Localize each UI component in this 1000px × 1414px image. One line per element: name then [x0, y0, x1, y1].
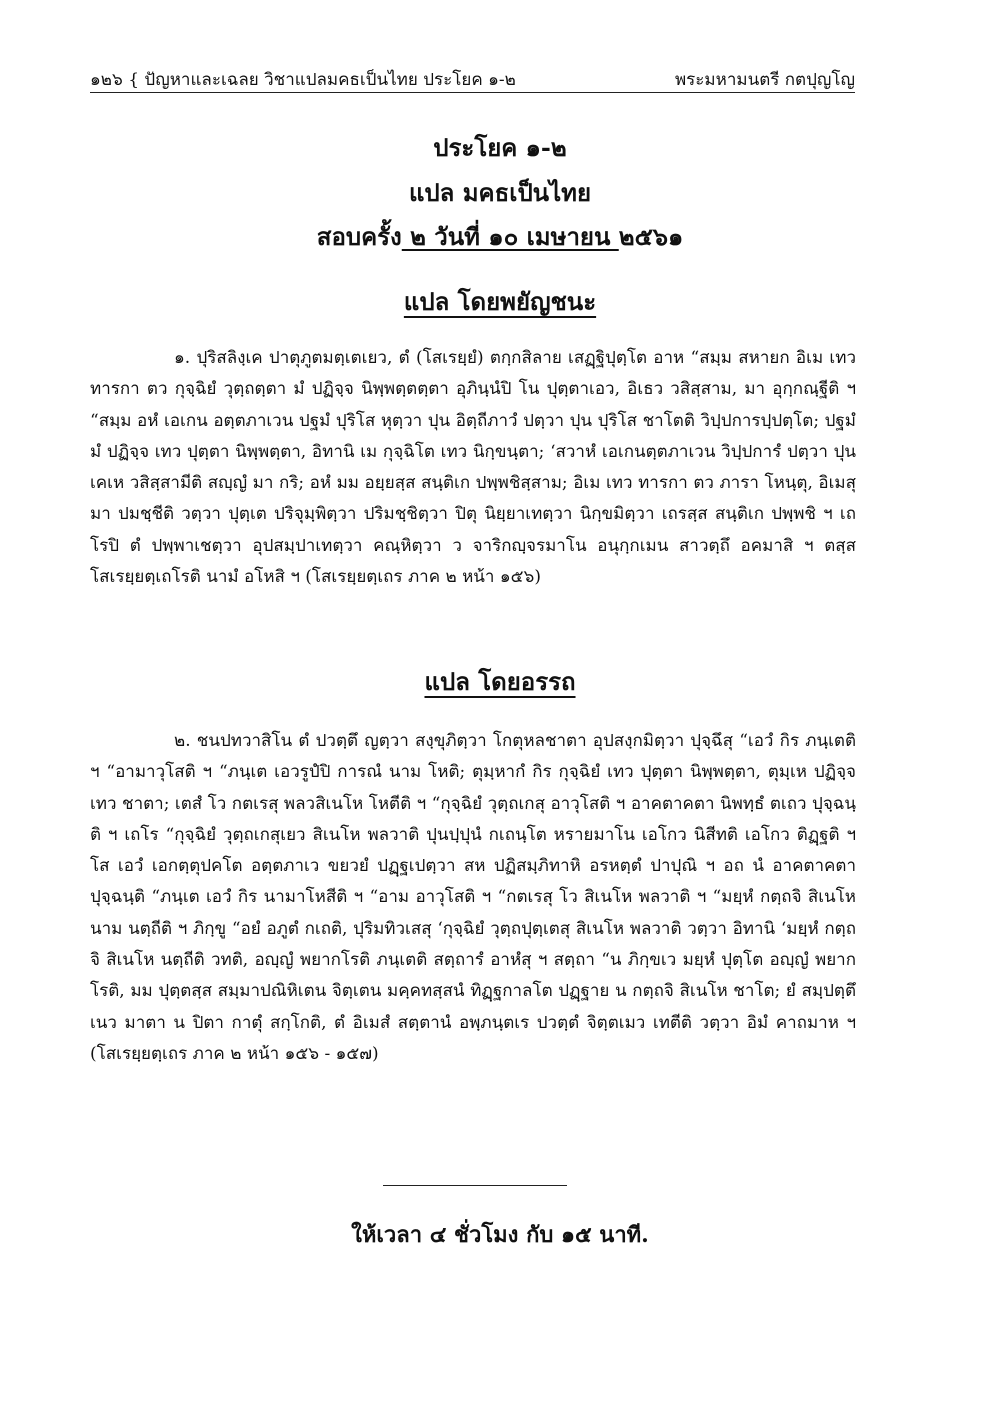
section-meaning-translation-label: แปล โดยอรรถ [424, 667, 576, 696]
exam-date-underlined: ๒ วันที่ ๑๐ เมษายน [401, 222, 619, 251]
section-literal-translation-title [0, 282, 1000, 321]
header-book-title: ๑๒๖ { ปัญหาและเฉลย วิชาแปลมคธเป็นไทย ประโยค ๑-๒ [90, 70, 516, 90]
section-literal-translation-label: แปล โดยพยัญชนะ [403, 287, 597, 316]
exam-date-prefix: สอบครั้ง [316, 222, 402, 251]
page-header [90, 62, 855, 93]
exam-subject-title: แปล มคธเป็นไทย [408, 178, 592, 207]
header-author: พระมหามนตรี กตปุญโญ [674, 70, 855, 90]
section-meaning-translation-title [0, 662, 1000, 701]
exam-date-title [0, 217, 1000, 256]
exam-level-title: ประโยค ๑-๒ [433, 133, 567, 162]
divider-line [383, 1185, 567, 1186]
passage-2: ๒. ชนปทวาสิโน ตํ ปวตฺตึ ญตฺวา สงฺขุภิตฺวา โกตุหลชาตา อุปสงฺกมิตฺวา ปุจฺฉึสุ “เอวํ กิร ภนฺเตติ ฯ “อามาวุโสติ ฯ “ภนฺเต เอวรูปํปิ การณํ นาม โหติ; ตุมฺหากํ กิร กุจฺฉิยํ เทว ปุตฺตา นิพฺพตฺตา, ตุมฺเห ปฏิจฺจ เทว ชาตา; เตสํ โว กตเรสุ พลวสิเนโห โหตีติ ฯ “กุจฺฉิยํ วุตฺถเกสุ อาวุโสติ ฯ อาคตาคตา นิพทฺธํ ตเถว ปุจฺฉนฺติ ฯ เถโร “กุจฺฉิยํ วุตฺถเกสุเยว สิเนโห พลวาติ ปุนปฺปุนํ กเถนฺโต หรายมาโน เอโกว นิสีทติ เอโกว ติฏฺฐติ ฯ โส เอวํ เอกตฺตุปคโต อตฺตภาเว ขยวยํ ปฏฺฐเปตฺวา สห ปฏิสมฺภิทาหิ อรหตฺตํ ปาปุณิ ฯ อถ นํ อาคตาคตา ปุจฺฉนฺติ “ภนฺเต เอวํ กิร นามาโหสีติ ฯ “อาม อาวุโสติ ฯ “กตเรสุ โว สิเนโห พลวาติ ฯ “มยฺหํ กตฺถจิ สิเนโห นาม นตฺถีติ ฯ ภิกฺขู “อยํ อภูตํ กเถติ, ปุริมทิวเสสุ ‘กุจฺฉิยํ วุตฺถปุตฺเตสุ สิเนโห พลวาติ วตฺวา อิทานิ ‘มยฺหํ กตฺถจิ สิเนโห นตฺถีติ วทติ, อญฺญํ พยากโรติ ภนฺเตติ สตฺถารํ อาหํสุ ฯ สตฺถา “น ภิกฺขเว มยฺหํ ปุตฺโต อญฺญํ พยากโรติ, มม ปุตฺตสฺส สมฺมาปณิหิเตน จิตฺเตน มคฺคทสฺสนํ ทิฏฺฐกาลโต ปฏฺฐาย น กตฺถจิ สิเนโห ชาโต; ยํ สมฺปตฺตึ เนว มาตา น ปิตา กาตุํ สกฺโกติ, ตํ อิเมสํ สตฺตานํ อพฺภนฺตเร ปวตฺตํ จิตฺตเมว เทตีติ วตฺวา อิมํ คาถมาห ฯ (โสเรยฺยตฺเถร ภาค ๒ หน้า ๑๕๖ - ๑๕๗) [90, 731, 856, 1064]
exam-date-year: ๒๕๖๑ [618, 222, 684, 251]
time-allowed-note: ให้เวลา ๔ ชั่วโมง กับ ๑๕ นาที. [351, 1222, 649, 1248]
passage-1: ๑. ปุริสลิงฺเค ปาตุภูตมตฺเตเยว, ตํ (โสเรยฺยํ) ตกฺกสิลาย เสฏฺฐิปุตฺโต อาห “สมฺม สหายก อิเม เทว ทารกา ตว กุจฺฉิยํ วุตฺถตฺตา มํ ปฏิจฺจ นิพฺพตฺตตฺตา อุภินฺนํปิ โน ปุตฺตาเอว, อิเธว วสิสฺสาม, มา อุกฺกณฺฐีติ ฯ “สมฺม อหํ เอเกน อตฺตภาเวน ปฐมํ ปุริโส หุตฺวา ปุน อิตฺถีภาวํ ปตฺวา ปุน ปุริโส ชาโตติ วิปฺปการปฺปตฺโต; ปฐมํ มํ ปฏิจฺจ เทว ปุตฺตา นิพฺพตฺตา, อิทานิ เม กุจฺฉิโต เทว นิกฺขนฺตา; ‘สวาหํ เอเกนตฺตภาเวน วิปฺปการํ ปตฺวา ปุน เคเห วสิสฺสามีติ สญฺญํ มา กริ; อหํ มม อยฺยสฺส สนฺติเก ปพฺพชิสฺสาม; อิเม เทว ทารกา ตว ภารา โหนฺตุ, อิเมสุ มา ปมชฺชีติ วตฺวา ปุตฺเต ปริจุมฺพิตฺวา ปริมชฺชิตฺวา ปิตุ นิยฺยาเทตฺวา นิกฺขมิตฺวา เถรสฺส สนฺติเก ปพฺพชิ ฯ เถโรปิ ตํ ปพฺพาเชตฺวา อุปสมฺปาเทตฺวา คณฺหิตฺวา ว จาริกญฺจรมาโน อนุกฺกเมน สาวตฺถึ อคมาสิ ฯ ตสฺส โสเรยฺยตฺเถโรติ นามํ อโหสิ ฯ (โสเรยฺยตฺเถร ภาค ๒ หน้า ๑๕๖) [90, 348, 856, 588]
